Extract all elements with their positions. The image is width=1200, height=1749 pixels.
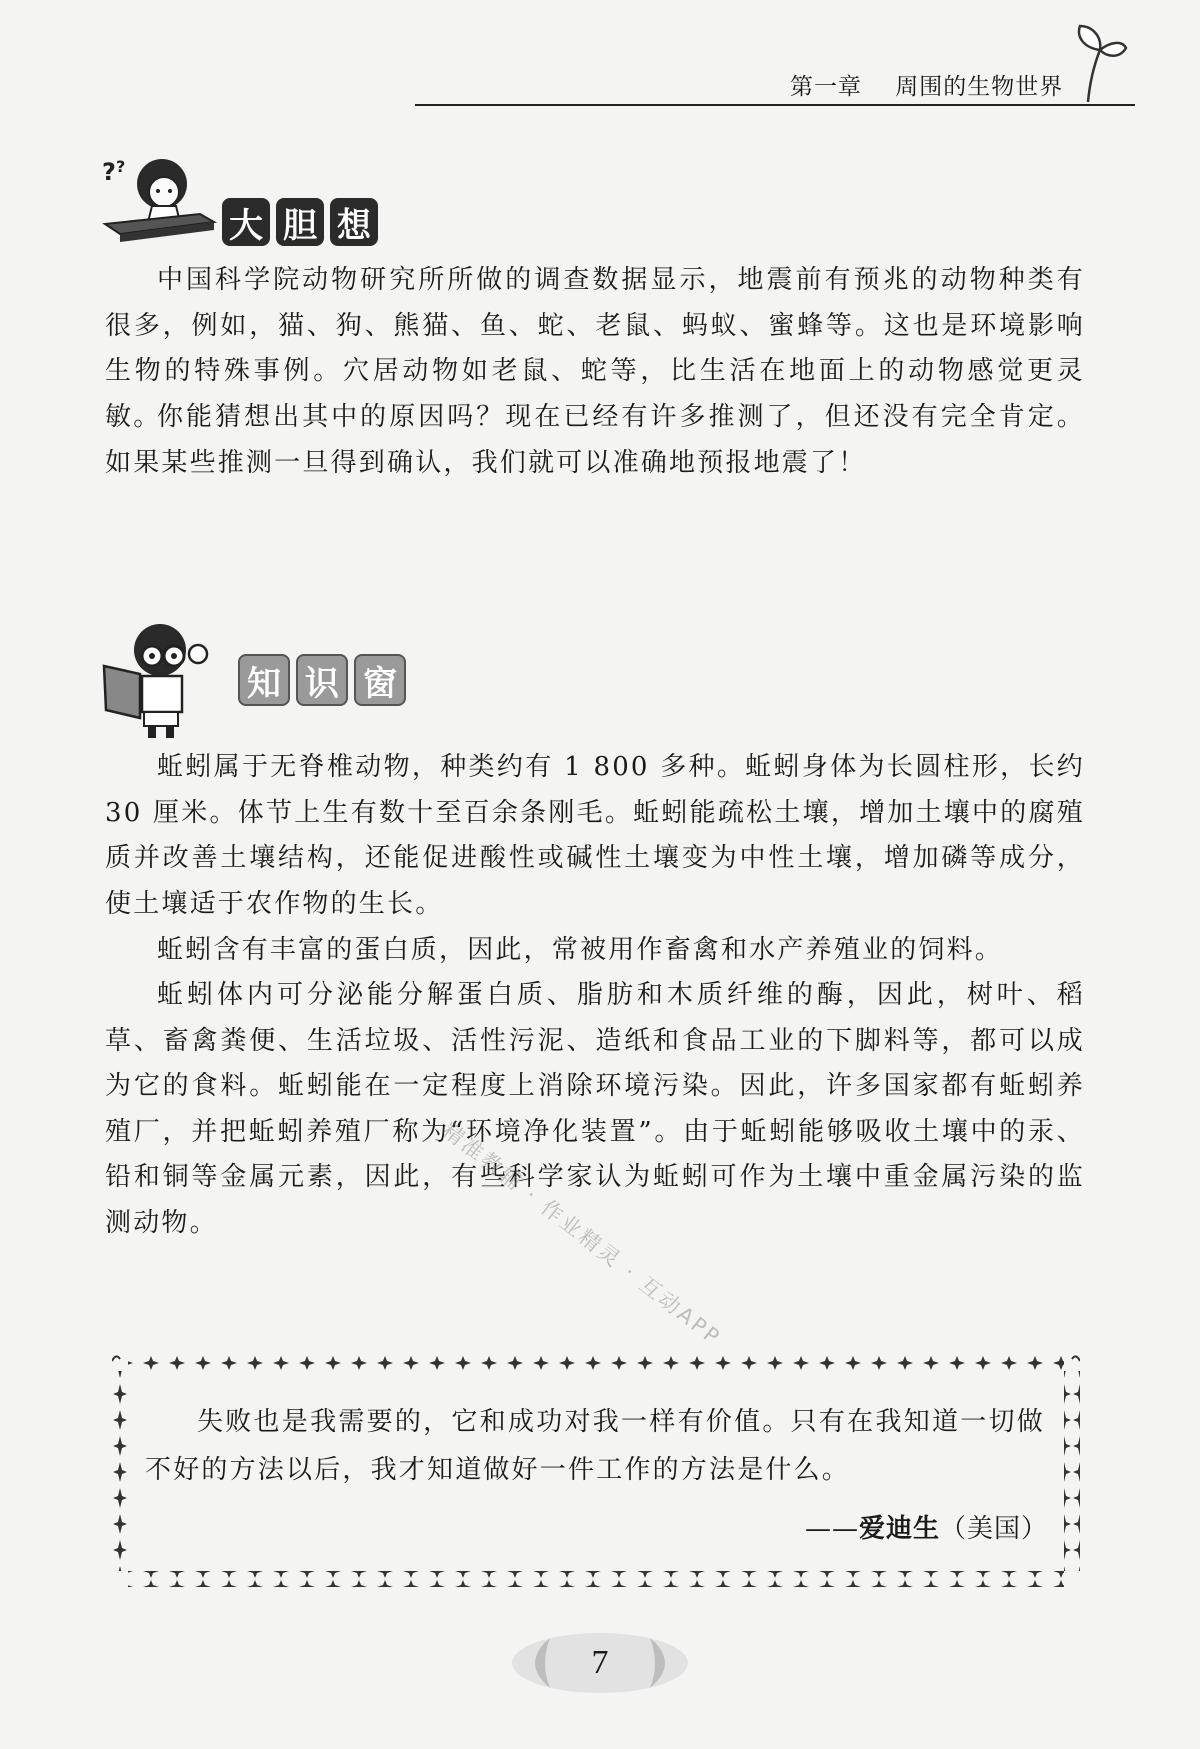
chapter-number: 第一章	[790, 74, 862, 100]
chapter-title: 周围的生物世界	[895, 74, 1064, 100]
paragraph: 中国科学院动物研究所所做的调查数据显示，地震前有预兆的动物种类有很多，例如，猫、狗、熊猫、鱼、蛇、老鼠、蚂蚁、蜜蜂等。这也是环境影响生物的特殊事例。穴居动物如老鼠、蛇等，比生活在地面上的动物感觉更灵敏。	[105, 265, 1085, 432]
page-number: 7	[591, 1644, 609, 1681]
title-char: 胆	[276, 198, 324, 246]
paragraph: 蚯蚓体内可分泌能分解蛋白质、脂肪和木质纤维的酶，因此，树叶、稻草、畜禽粪便、生活垃圾、活性污泥、造纸和食品工业的下脚料等，都可以成为它的食料。蚯蚓能在一定程度上消除环境污染。因此，许多国家都有蚯蚓养殖厂，并把蚯蚓养殖厂称为“环境净化装置”。由于蚯蚓能够吸收土壤中的汞、铅和铜等金属元素，因此，有些科学家认为蚯蚓可作为土壤中重金属污染的监测动物。	[105, 980, 1085, 1238]
title-char: 大	[222, 198, 270, 246]
leaf-icon	[1070, 20, 1130, 105]
paragraph: 蚯蚓属于无脊椎动物，种类约有 1 800 多种。蚯蚓身体为长圆柱形，长约 30 厘米。体节上生有数十至百余条刚毛。蚯蚓能疏松土壤，增加土壤中的腐殖质并改善土壤结构，还能促进酸性或碱性土壤变为中性土壤，增加磷等成分，使土壤适于农作物的生长。	[105, 752, 1085, 919]
quote-attribution	[805, 1508, 1048, 1545]
paragraph: 你能猜想出其中的原因吗？现在已经有许多推测了，但还没有完全肯定。如果某些推测一旦得到确认，我们就可以准确地预报地震了！	[105, 402, 1085, 478]
reading-boy-icon	[100, 614, 210, 744]
title-char: 想	[330, 198, 378, 246]
title-char: 识	[296, 654, 348, 706]
section-title-bold-guess	[222, 198, 378, 246]
svg-text:?: ?	[116, 157, 126, 176]
title-char: 窗	[354, 654, 406, 706]
page-number-badge	[510, 1630, 690, 1696]
quote-author: 爱迪生	[858, 1514, 940, 1544]
watermark: 精准教辅 · 作业精灵 · 互动APP	[437, 1118, 726, 1351]
quote-origin: （美国）	[939, 1514, 1048, 1544]
thinking-girl-icon	[100, 152, 218, 242]
paragraph: 蚯蚓含有丰富的蛋白质，因此，常被用作畜禽和水产养殖业的饲料。	[157, 935, 1004, 965]
chapter-header	[790, 68, 1063, 101]
header-rule	[415, 104, 1135, 106]
quote-text: 失败也是我需要的，它和成功对我一样有价值。只有在我知道一切做不好的方法以后，我才知道做好一件工作的方法是什么。	[145, 1407, 1045, 1485]
title-char: 知	[238, 654, 290, 706]
svg-text:?: ?	[102, 158, 116, 186]
section-title-knowledge-window	[238, 654, 406, 706]
attribution-dash: ——	[804, 1514, 859, 1544]
